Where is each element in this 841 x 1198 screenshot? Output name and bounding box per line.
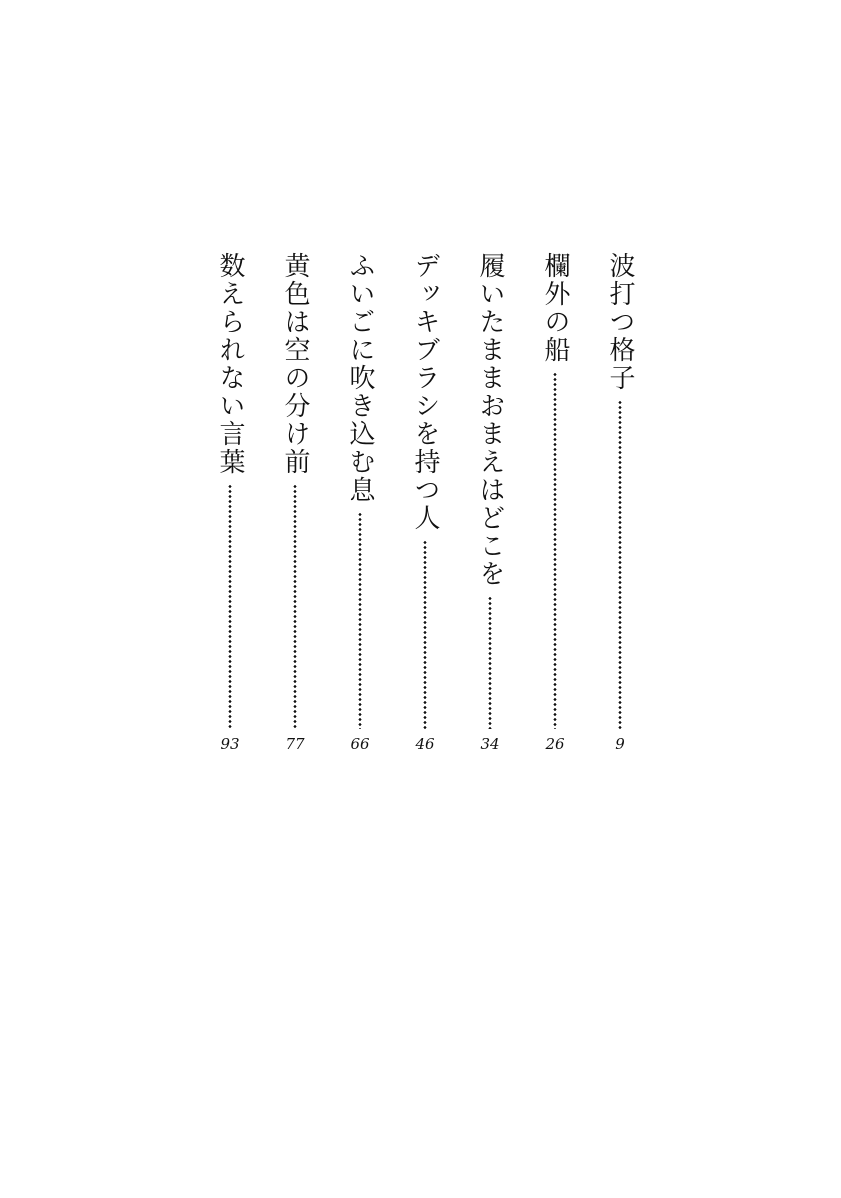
dot-leader [423, 540, 427, 729]
toc-entry[interactable] [405, 252, 445, 752]
toc-entry[interactable] [535, 252, 575, 752]
toc-entry-title: 数えられない言葉 [215, 252, 245, 476]
dot-leader [358, 512, 362, 729]
toc-entry[interactable] [275, 252, 315, 752]
toc-entry-page-number: 66 [350, 735, 370, 753]
toc-entry-title: 黄色は空の分け前 [280, 252, 310, 476]
dot-leader [553, 372, 557, 729]
dot-leader [228, 484, 232, 729]
toc-entry[interactable] [470, 252, 510, 752]
dot-leader [293, 484, 297, 729]
dot-leader [488, 596, 492, 729]
toc-entry-title: デッキブラシを持つ人 [410, 252, 440, 532]
toc-entry-title: 欄外の船 [540, 252, 570, 364]
toc-entry-page-number: 26 [545, 735, 565, 753]
toc-entry-page-number: 77 [285, 735, 305, 753]
toc-entry[interactable] [340, 252, 380, 752]
toc-entry-page-number: 46 [415, 735, 435, 753]
toc-entry-page-number: 9 [615, 735, 625, 753]
toc-entry[interactable] [600, 252, 640, 752]
toc-entry-title: 波打つ格子 [605, 252, 635, 392]
dot-leader [618, 400, 622, 729]
toc-entry-title: ふいごに吹き込む息 [345, 252, 375, 504]
toc-entry-title: 履いたままおまえはどこを [475, 252, 505, 588]
toc-entry-page-number: 93 [220, 735, 240, 753]
table-of-contents [210, 252, 640, 752]
toc-entry[interactable] [210, 252, 250, 752]
toc-entry-page-number: 34 [480, 735, 500, 753]
